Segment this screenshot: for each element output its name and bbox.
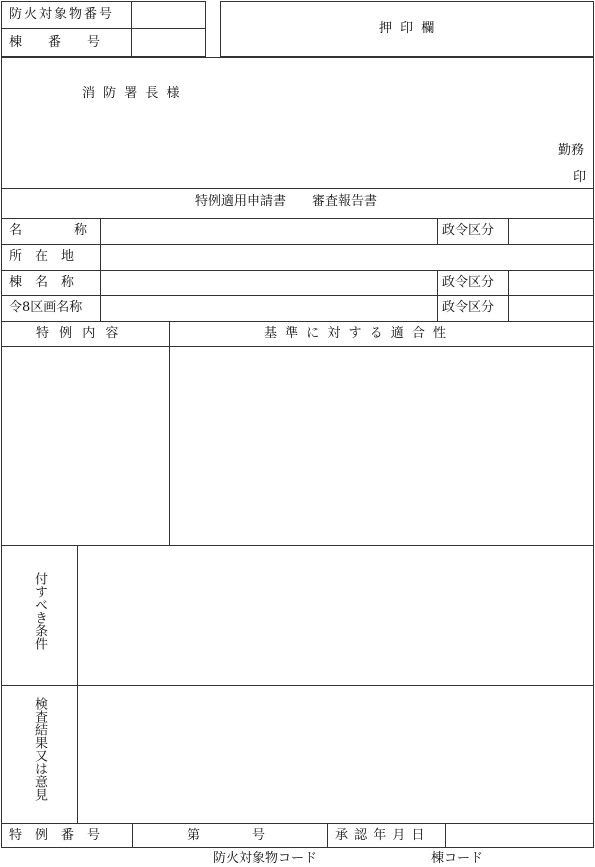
building-name-label: 棟 名 称 (9, 275, 75, 290)
category-divider-3 (437, 270, 438, 321)
section-name-field[interactable] (101, 296, 436, 320)
location-label: 所 在 地 (9, 249, 75, 264)
conformity-header: 基 準 に 対 す る 適 合 性 (264, 326, 449, 341)
workplace-label: 勤務 (558, 143, 585, 158)
ordinance-category-label-2: 政令区分 (442, 275, 495, 290)
building-number-label: 棟 番 号 (9, 35, 101, 50)
number-label: 第 号 (187, 828, 266, 843)
form-title: 特例適用申請書 審査報告書 (195, 194, 378, 209)
fire-object-code-label: 防火対象物コード (213, 851, 318, 866)
conditions-label: 付すべき条件 (32, 572, 47, 650)
name-label: 名 称 (9, 223, 88, 238)
fire-object-number-label: 防火対象物番号 (9, 7, 115, 22)
title-top-line (1, 188, 594, 189)
seal-label: 押 印 欄 (379, 21, 437, 36)
ordinance-category-label-3: 政令区分 (442, 300, 495, 315)
special-content-area[interactable] (2, 347, 168, 544)
ordinance-category-label-1: 政令区分 (442, 223, 495, 238)
special-content-header: 特 例 内 容 (36, 326, 122, 341)
seal-mark: 印 (573, 170, 587, 185)
ordinance-category-field-3[interactable] (509, 296, 593, 320)
ordinance-category-field-1[interactable] (509, 219, 593, 243)
category-divider-1 (437, 218, 438, 244)
chief-address: 消 防 署 長 様 (82, 86, 182, 101)
fire-object-number-field[interactable] (132, 2, 205, 27)
building-code-label: 棟コード (431, 851, 484, 866)
building-name-field[interactable] (101, 271, 436, 294)
conformity-area[interactable] (170, 347, 593, 544)
section-name-label: 令8区画名称 (9, 300, 83, 315)
location-field[interactable] (101, 245, 593, 269)
inspection-result-label: 検査結果又は意見 (32, 697, 47, 801)
approval-date-field[interactable] (446, 824, 593, 847)
conditions-area[interactable] (78, 546, 593, 684)
name-field[interactable] (101, 219, 436, 243)
inspection-result-area[interactable] (78, 686, 593, 823)
footer-divider-1 (132, 823, 133, 848)
special-number-label: 特 例 番 号 (9, 828, 101, 843)
building-number-field[interactable] (132, 29, 205, 56)
footer-divider-2 (327, 823, 328, 848)
ordinance-category-field-2[interactable] (509, 271, 593, 294)
approval-date-label: 承 認 年 月 日 (335, 828, 426, 843)
row-line-5 (1, 321, 594, 322)
